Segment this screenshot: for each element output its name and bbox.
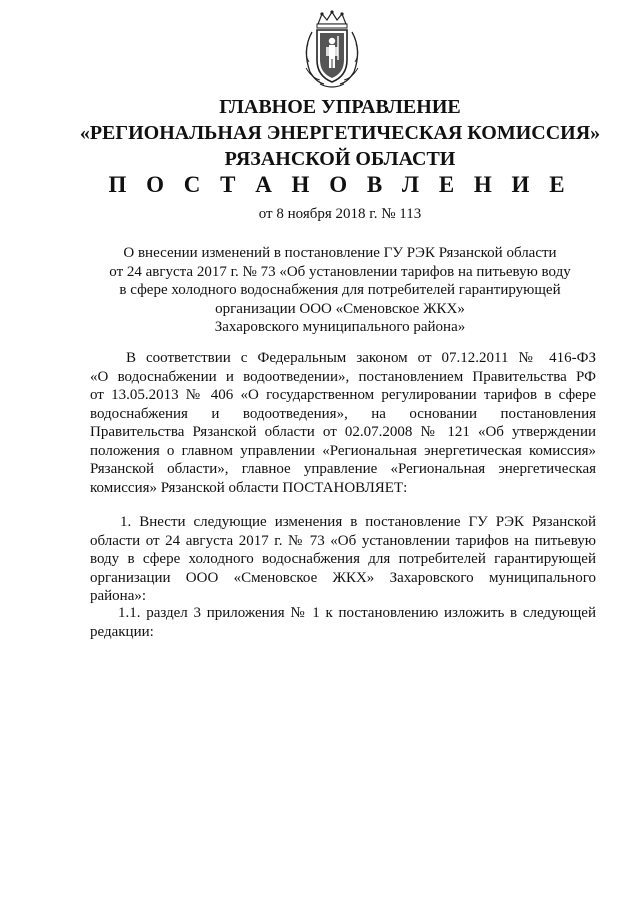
authority-line-1: ГЛАВНОЕ УПРАВЛЕНИЕ — [219, 96, 461, 118]
paragraph-line: от 13.05.2013 № 406 «О государственном регулировании тарифов в сфере — [90, 387, 596, 403]
document-date-number: от 8 ноября 2018 г. № 113 — [258, 206, 422, 222]
authority-line-3: РЯЗАНСКОЙ ОБЛАСТИ — [224, 148, 456, 170]
document-subject — [60, 244, 620, 337]
paragraph-line: Рязанской области», главное управление «Региональная энергетическая — [90, 461, 596, 477]
paragraph-line: редакции: — [90, 623, 154, 640]
paragraph-line: комиссия» Рязанской области ПОСТАНОВЛЯЕТ: — [90, 479, 408, 496]
paragraph-line: положения о главном управлении «Региональная энергетическая комиссия» — [90, 442, 596, 459]
paragraph-line: области от 24 августа 2017 г. № 73 «Об установлении тарифов на питьевую — [90, 532, 596, 549]
paragraph-line: 1.1. раздел 3 приложения № 1 к постановлению изложить в следующей — [118, 605, 596, 621]
subject-line: О внесении изменений в постановление ГУ РЭК Рязанской области — [123, 245, 557, 261]
paragraph-line: 1. Внести следующие изменения в постановление ГУ РЭК Рязанской — [120, 514, 596, 530]
paragraph-line: воду в сфере холодного водоснабжения для потребителей гарантирующей — [90, 551, 596, 567]
subject-line: организации ООО «Сменовское ЖКХ» — [215, 300, 465, 317]
ryazan-coat-of-arms-icon — [300, 10, 364, 90]
paragraph-line: района»: — [90, 588, 147, 604]
preamble-paragraph — [90, 349, 596, 497]
subject-line: Захаровского муниципального района» — [214, 319, 466, 335]
issuing-authority — [60, 94, 620, 172]
subject-line: от 24 августа 2017 г. № 73 «Об установлении тарифов на питьевую воду — [109, 263, 571, 280]
paragraph-line: организации ООО «Сменовское ЖКХ» Захаровского муниципального — [90, 569, 596, 586]
paragraph-line: В соответствии с Федеральным законом от 07.12.2011 № 416-ФЗ — [126, 350, 596, 366]
item-1-1-paragraph — [90, 604, 596, 641]
subject-line: в сфере холодного водоснабжения для потребителей гарантирующей — [119, 282, 561, 298]
item-1-paragraph — [90, 513, 596, 606]
authority-line-2: «РЕГИОНАЛЬНАЯ ЭНЕРГЕТИЧЕСКАЯ КОМИССИЯ» — [79, 122, 601, 144]
paragraph-line: Правительства Рязанской области от 02.07.2008 № 121 «Об утверждении — [90, 424, 596, 440]
document-title: П О С Т А Н О В Л Е Н И Е — [108, 172, 572, 197]
paragraph-line: водоснабжения и водоотведения», на основании постановления — [90, 405, 596, 422]
paragraph-line: «О водоснабжении и водоотведении», постановлением Правительства РФ — [90, 368, 596, 385]
